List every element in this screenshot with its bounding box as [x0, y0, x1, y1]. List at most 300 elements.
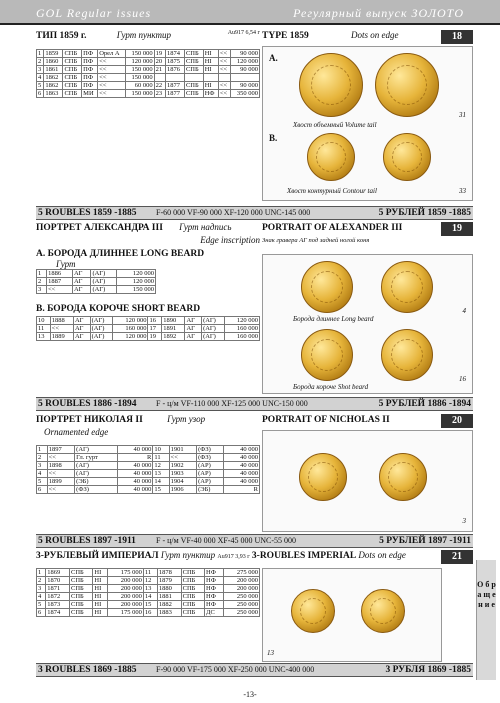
table-cell: 16 — [148, 317, 162, 325]
table-cell: 1906 — [169, 486, 196, 494]
table-cell: 175 000 — [108, 569, 144, 577]
table-cell: 23 — [154, 90, 165, 98]
table-cell: (ФЗ) — [197, 454, 224, 462]
price-table — [36, 568, 260, 617]
table-cell: 19 — [148, 333, 162, 341]
table-cell: (АГ) — [202, 325, 225, 333]
table-cell: СПБ — [184, 90, 203, 98]
table-cell: << — [169, 454, 196, 462]
title-ru: ТИП 1859 г. — [36, 31, 87, 41]
table-cell: НФ — [203, 90, 218, 98]
table-cell: 6 — [37, 90, 44, 98]
caption-b: Хвост контурный Contour tail — [287, 187, 377, 195]
table-cell: 5 — [37, 601, 46, 609]
table-cell: АГ — [72, 270, 91, 278]
table-row — [37, 333, 260, 341]
table-cell: 2 — [37, 278, 47, 286]
coin-reverse-b — [383, 133, 431, 181]
table-cell: 12 — [143, 577, 157, 585]
table-cell: << — [47, 454, 74, 462]
table-cell: 1878 — [157, 569, 181, 577]
table-cell: ПФ — [82, 66, 98, 74]
coin-obverse-b — [301, 329, 353, 381]
table-cell: 200 000 — [108, 601, 144, 609]
table-cell: 1862 — [44, 74, 63, 82]
table-cell: НФ — [205, 577, 224, 585]
coin-images — [262, 430, 473, 532]
table-cell: АГ — [72, 286, 91, 294]
header-right: Регулярный выпуск ЗОЛОТО — [293, 6, 464, 20]
table-cell: СПБ — [181, 609, 204, 617]
table-cell: 15 — [143, 601, 157, 609]
edge-ru: Гурт узор — [167, 414, 206, 424]
table-cell: 275 000 — [224, 569, 260, 577]
section-20 — [36, 414, 473, 534]
table-cell: 5 — [37, 82, 44, 90]
table-row — [37, 593, 260, 601]
table-cell: СПБ — [181, 601, 204, 609]
table-cell: 160 000 — [224, 333, 259, 341]
table-cell: 1859 — [44, 50, 63, 58]
table-cell: 2 — [37, 577, 46, 585]
coin-obverse — [291, 589, 335, 633]
table-cell: 150 000 — [126, 90, 155, 98]
table-row — [37, 446, 260, 454]
caption-a: Борода длиннее Long beard — [293, 315, 374, 323]
table-cell: 90 000 — [231, 66, 260, 74]
table-cell — [154, 74, 165, 82]
table-cell: 5 — [37, 478, 48, 486]
table-cell: СПБ — [184, 58, 203, 66]
table-cell — [218, 74, 230, 82]
table-cell: 150 000 — [126, 66, 155, 74]
table-row — [37, 585, 260, 593]
table-cell: СПБ — [63, 74, 82, 82]
table-cell: 1874 — [165, 50, 184, 58]
caption-b: Борода короче Shot beard — [293, 383, 369, 391]
table-cell: 1877 — [165, 82, 184, 90]
table-cell — [165, 74, 184, 82]
table-cell: 15 — [153, 486, 169, 494]
table-cell: 3 — [37, 585, 46, 593]
title-en: PORTRAIT OF NICHOLAS II — [262, 415, 390, 425]
table-cell: 1873 — [46, 601, 70, 609]
table-cell: 350 000 — [231, 90, 260, 98]
table-cell: 40 000 — [117, 478, 153, 486]
plate-b: 16 — [459, 375, 466, 383]
table-row — [37, 82, 260, 90]
table-cell: 1879 — [157, 577, 181, 585]
table-cell: << — [218, 82, 230, 90]
edge-ru: Гурт надпись — [179, 222, 232, 232]
table-cell: (ФЗ) — [197, 446, 224, 454]
table-cell: 1871 — [46, 585, 70, 593]
coin-reverse — [379, 453, 427, 501]
table-cell: (АГ) — [90, 325, 113, 333]
table-cell — [231, 74, 260, 82]
table-cell: 1889 — [50, 333, 73, 341]
table-cell: СПБ — [181, 585, 204, 593]
edge-ru: Гурт пунктир — [116, 30, 172, 40]
table-row — [37, 325, 260, 333]
table-cell: 1883 — [157, 609, 181, 617]
table-cell: << — [47, 286, 73, 294]
table-cell: 2 — [37, 454, 48, 462]
table-cell: МИ — [82, 90, 98, 98]
table-cell: 40 000 — [224, 478, 260, 486]
table-cell: АГ — [185, 317, 202, 325]
table-cell: СПБ — [181, 569, 204, 577]
table-cell: НІ — [93, 593, 108, 601]
table-cell: (АГ) — [202, 317, 225, 325]
table-cell: 1881 — [157, 593, 181, 601]
table-cell: R — [224, 486, 260, 494]
table-cell: 1876 — [165, 66, 184, 74]
edge-ru: Гурт пунктир — [160, 550, 216, 560]
table-cell: 1897 — [47, 446, 74, 454]
table-cell: НІ — [93, 577, 108, 585]
table-cell: 13 — [153, 470, 169, 478]
table-cell: СПБ — [63, 66, 82, 74]
bar-middle: F - ц/м VF-40 000 XF-45 000 UNC-55 000 — [156, 536, 297, 545]
table-row — [37, 74, 260, 82]
table-cell: 1898 — [47, 462, 74, 470]
table-cell: 20 — [154, 58, 165, 66]
coin-obverse-a — [299, 53, 363, 117]
table-cell: 60 000 — [126, 82, 155, 90]
table-cell: НІ — [93, 601, 108, 609]
table-cell: 19 — [154, 50, 165, 58]
table-cell: (АГ) — [90, 317, 113, 325]
table-cell: 250 000 — [224, 609, 260, 617]
table-cell: 1875 — [165, 58, 184, 66]
table-cell: (ФЗ) — [75, 486, 117, 494]
table-cell: 13 — [143, 585, 157, 593]
table-cell: 1891 — [162, 325, 185, 333]
bar-left: 5 ROUBLES 1897 -1911 — [38, 536, 136, 546]
table-cell: 1880 — [157, 585, 181, 593]
bar-right: 5 РУБЛЕЙ 1886 -1894 — [378, 399, 471, 409]
title-ru: ПОРТРЕТ НИКОЛАЯ II — [36, 415, 143, 425]
table-cell: АГ — [185, 333, 202, 341]
table-cell: 1904 — [169, 478, 196, 486]
table-cell: 1 — [37, 270, 47, 278]
table-cell: СПБ — [184, 82, 203, 90]
table-cell: 1887 — [47, 278, 73, 286]
bar-right: 3 РУБЛЯ 1869 -1885 — [385, 665, 471, 675]
table-cell: ПФ — [82, 50, 98, 58]
table-cell: НІ — [93, 569, 108, 577]
section-number: 20 — [441, 414, 473, 428]
table-cell: СПБ — [63, 82, 82, 90]
table-cell: СПБ — [63, 58, 82, 66]
table-cell: 120 000 — [113, 317, 148, 325]
table-cell: (АГ) — [91, 286, 117, 294]
table-cell: 4 — [37, 470, 48, 478]
coin-reverse-b — [381, 329, 433, 381]
price-bar-21 — [36, 663, 473, 677]
table-cell: 40 000 — [224, 446, 260, 454]
table-cell: 10 — [153, 446, 169, 454]
coin-obverse-b — [307, 133, 355, 181]
table-cell: АГ — [185, 325, 202, 333]
table-cell: СПБ — [63, 90, 82, 98]
table-cell: (АГ) — [90, 333, 113, 341]
table-cell: << — [98, 66, 126, 74]
coin-reverse-a — [375, 53, 439, 117]
table-cell: (АГ) — [75, 462, 117, 470]
table-cell: 14 — [143, 593, 157, 601]
table-cell: СПБ — [184, 50, 203, 58]
caption-a: Хвост объемный Volume tail — [293, 121, 377, 129]
table-cell: 40 000 — [224, 470, 260, 478]
weight: Au917 3,93 г — [217, 554, 250, 560]
section-19 — [36, 222, 473, 397]
table-row — [37, 317, 260, 325]
table-cell: 40 000 — [117, 446, 153, 454]
table-cell: << — [47, 486, 74, 494]
table-cell: 1903 — [169, 470, 196, 478]
table-cell: (АГ) — [75, 470, 117, 478]
table-cell: 1874 — [46, 609, 70, 617]
table-cell: НІ — [203, 50, 218, 58]
table-cell: << — [47, 470, 74, 478]
table-cell: АГ — [73, 317, 90, 325]
table-cell: 4 — [37, 74, 44, 82]
table-cell: (АГ) — [91, 278, 117, 286]
table-cell: СПБ — [70, 585, 93, 593]
table-cell: 90 000 — [231, 82, 260, 90]
bar-middle: F - ц/м VF-110 000 XF-125 000 UNC-150 000 — [156, 399, 308, 408]
table-cell: 1888 — [50, 317, 73, 325]
title-en: TYPE 1859 — [262, 31, 309, 41]
table-cell: СПБ — [184, 66, 203, 74]
table-cell: (АГ) — [75, 446, 117, 454]
table-cell: 1892 — [162, 333, 185, 341]
header-left: GOL Regular issues — [36, 6, 152, 20]
table-cell: 3 — [37, 286, 47, 294]
table-cell: (АР) — [197, 462, 224, 470]
table-cell: 1860 — [44, 58, 63, 66]
table-cell: << — [98, 58, 126, 66]
table-cell: 1899 — [47, 478, 74, 486]
page-number: -13- — [243, 690, 257, 699]
table-cell: Гл. гурт — [75, 454, 117, 462]
table-cell: СПБ — [181, 577, 204, 585]
table-cell: << — [218, 50, 230, 58]
section-18 — [36, 30, 473, 205]
coin-obverse-a — [301, 261, 353, 313]
table-row — [37, 50, 260, 58]
table-cell: 200 000 — [108, 585, 144, 593]
table-row — [37, 66, 260, 74]
table-cell: 21 — [154, 66, 165, 74]
table-cell: << — [98, 74, 126, 82]
title-en: PORTRAIT OF ALEXANDER III — [262, 223, 403, 233]
table-cell: НФ — [205, 601, 224, 609]
price-bar-19 — [36, 397, 473, 411]
edge-en: Ornamented edge — [44, 427, 109, 437]
table-row — [37, 569, 260, 577]
table-cell: НІ — [203, 58, 218, 66]
table-cell: 1863 — [44, 90, 63, 98]
table-cell: (АГ) — [202, 333, 225, 341]
edge-en: Dots on edge — [350, 30, 399, 40]
table-cell: 17 — [148, 325, 162, 333]
table-cell: 40 000 — [224, 454, 260, 462]
engraver-note: Знак гравера АГ под задней ногой коня — [262, 237, 370, 244]
table-cell: 11 — [153, 454, 169, 462]
table-cell: (АР) — [197, 470, 224, 478]
table-row — [37, 278, 156, 286]
table-row — [37, 486, 260, 494]
table-cell: 1877 — [165, 90, 184, 98]
edge-en: Dots on edge — [358, 550, 406, 560]
table-row — [37, 286, 156, 294]
table-cell: 200 000 — [224, 577, 260, 585]
price-table — [36, 445, 260, 494]
table-cell: (ЭБ) — [75, 478, 117, 486]
table-cell: 120 000 — [224, 317, 259, 325]
table-cell: СПБ — [181, 593, 204, 601]
table-cell: (ЭБ) — [197, 486, 224, 494]
table-cell: 14 — [153, 478, 169, 486]
plate-number: 13 — [267, 649, 274, 657]
coin-reverse-a — [381, 261, 433, 313]
table-cell: 1872 — [46, 593, 70, 601]
table-cell — [203, 74, 218, 82]
label-a: A. — [269, 53, 278, 63]
table-cell: 6 — [37, 486, 48, 494]
sub-b: B. БОРОДА КОРОЧЕ SHORT BEARD — [36, 304, 201, 314]
bar-middle: F-60 000 VF-90 000 XF-120 000 UNC-145 000 — [156, 208, 311, 217]
table-cell: ПФ — [82, 58, 98, 66]
table-cell: 160 000 — [224, 325, 259, 333]
bar-left: 5 ROUBLES 1859 -1885 — [38, 208, 137, 218]
table-cell: 3 — [37, 66, 44, 74]
plate-b: 33 — [459, 187, 466, 195]
sub-a: А. БОРОДА ДЛИННЕЕ LONG BEARD — [36, 249, 205, 259]
bar-right: 5 РУБЛЕЙ 1859 -1885 — [378, 208, 471, 218]
table-cell: СПБ — [70, 577, 93, 585]
table-cell: АГ — [73, 333, 90, 341]
plate-a: 31 — [459, 111, 466, 119]
table-cell: 40 000 — [117, 486, 153, 494]
title-en: 3-ROUBLES IMPERIAL — [251, 551, 357, 561]
bar-right: 5 РУБЛЕЙ 1897 -1911 — [379, 536, 471, 546]
table-cell: Орел А — [98, 50, 126, 58]
table-row — [37, 601, 260, 609]
table-cell: << — [218, 58, 230, 66]
table-cell: НФ — [205, 593, 224, 601]
side-tab: О б р а щ е н и е — [476, 560, 496, 680]
table-cell: 120 000 — [116, 278, 155, 286]
label-b: B. — [269, 133, 278, 143]
table-cell: 4 — [37, 593, 46, 601]
table-row — [37, 454, 260, 462]
table-cell: 1861 — [44, 66, 63, 74]
table-cell: 120 000 — [231, 58, 260, 66]
table-cell: 1 — [37, 446, 48, 454]
table-cell: АГ — [72, 278, 91, 286]
table-cell: 200 000 — [108, 577, 144, 585]
table-cell: 175 000 — [108, 609, 144, 617]
table-cell: 10 — [37, 317, 51, 325]
section-number: 21 — [441, 550, 473, 564]
table-cell: 1862 — [44, 82, 63, 90]
bar-left: 3 ROUBLES 1869 -1885 — [38, 665, 137, 675]
price-bar-20 — [36, 534, 473, 548]
table-cell: НІ — [203, 82, 218, 90]
table-a — [36, 269, 156, 294]
table-cell: 1886 — [47, 270, 73, 278]
table-cell: 13 — [37, 333, 51, 341]
table-cell: НІ — [93, 585, 108, 593]
table-cell: СПБ — [70, 593, 93, 601]
table-cell: 1882 — [157, 601, 181, 609]
table-cell: 120 000 — [126, 58, 155, 66]
table-cell: 160 000 — [113, 325, 148, 333]
table-row — [37, 470, 260, 478]
table-cell: 120 000 — [113, 333, 148, 341]
table-cell: (АГ) — [91, 270, 117, 278]
table-cell: СПБ — [70, 609, 93, 617]
table-row — [37, 478, 260, 486]
table-cell: 250 000 — [224, 601, 260, 609]
table-cell: СПБ — [70, 601, 93, 609]
table-cell: СПБ — [63, 50, 82, 58]
table-cell: R — [117, 454, 153, 462]
table-cell: 11 — [37, 325, 51, 333]
table-cell: 150 000 — [116, 286, 155, 294]
table-cell: НФ — [205, 569, 224, 577]
title-ru: ПОРТРЕТ АЛЕКСАНДРА III — [36, 223, 163, 233]
table-cell: 12 — [153, 462, 169, 470]
table-cell: 40 000 — [224, 462, 260, 470]
table-cell: 150 000 — [126, 74, 155, 82]
table-cell: 40 000 — [117, 462, 153, 470]
price-bar-18 — [36, 206, 473, 220]
table-cell: 3 — [37, 462, 48, 470]
table-cell: 40 000 — [117, 470, 153, 478]
coin-images — [262, 46, 473, 201]
table-cell: ПФ — [82, 82, 98, 90]
table-row — [37, 90, 260, 98]
table-cell: 1901 — [169, 446, 196, 454]
table-cell: << — [98, 90, 126, 98]
table-cell: 250 000 — [224, 593, 260, 601]
table-cell: 1869 — [46, 569, 70, 577]
table-cell: 22 — [154, 82, 165, 90]
table-cell: 1 — [37, 569, 46, 577]
table-row — [37, 270, 156, 278]
table-cell: 6 — [37, 609, 46, 617]
table-b — [36, 316, 260, 341]
table-cell: 150 000 — [126, 50, 155, 58]
table-row — [37, 462, 260, 470]
table-cell: ПФ — [82, 74, 98, 82]
section-number: 19 — [441, 222, 473, 236]
title-ru: 3-РУБЛЕВЫЙ ИМПЕРИАЛ — [36, 551, 159, 561]
table-cell: 200 000 — [108, 593, 144, 601]
table-cell: 200 000 — [224, 585, 260, 593]
table-cell — [184, 74, 203, 82]
table-cell: СПБ — [70, 569, 93, 577]
table-row — [37, 577, 260, 585]
page-header — [0, 0, 500, 25]
table-cell: << — [50, 325, 73, 333]
plate-number: 3 — [462, 517, 466, 525]
